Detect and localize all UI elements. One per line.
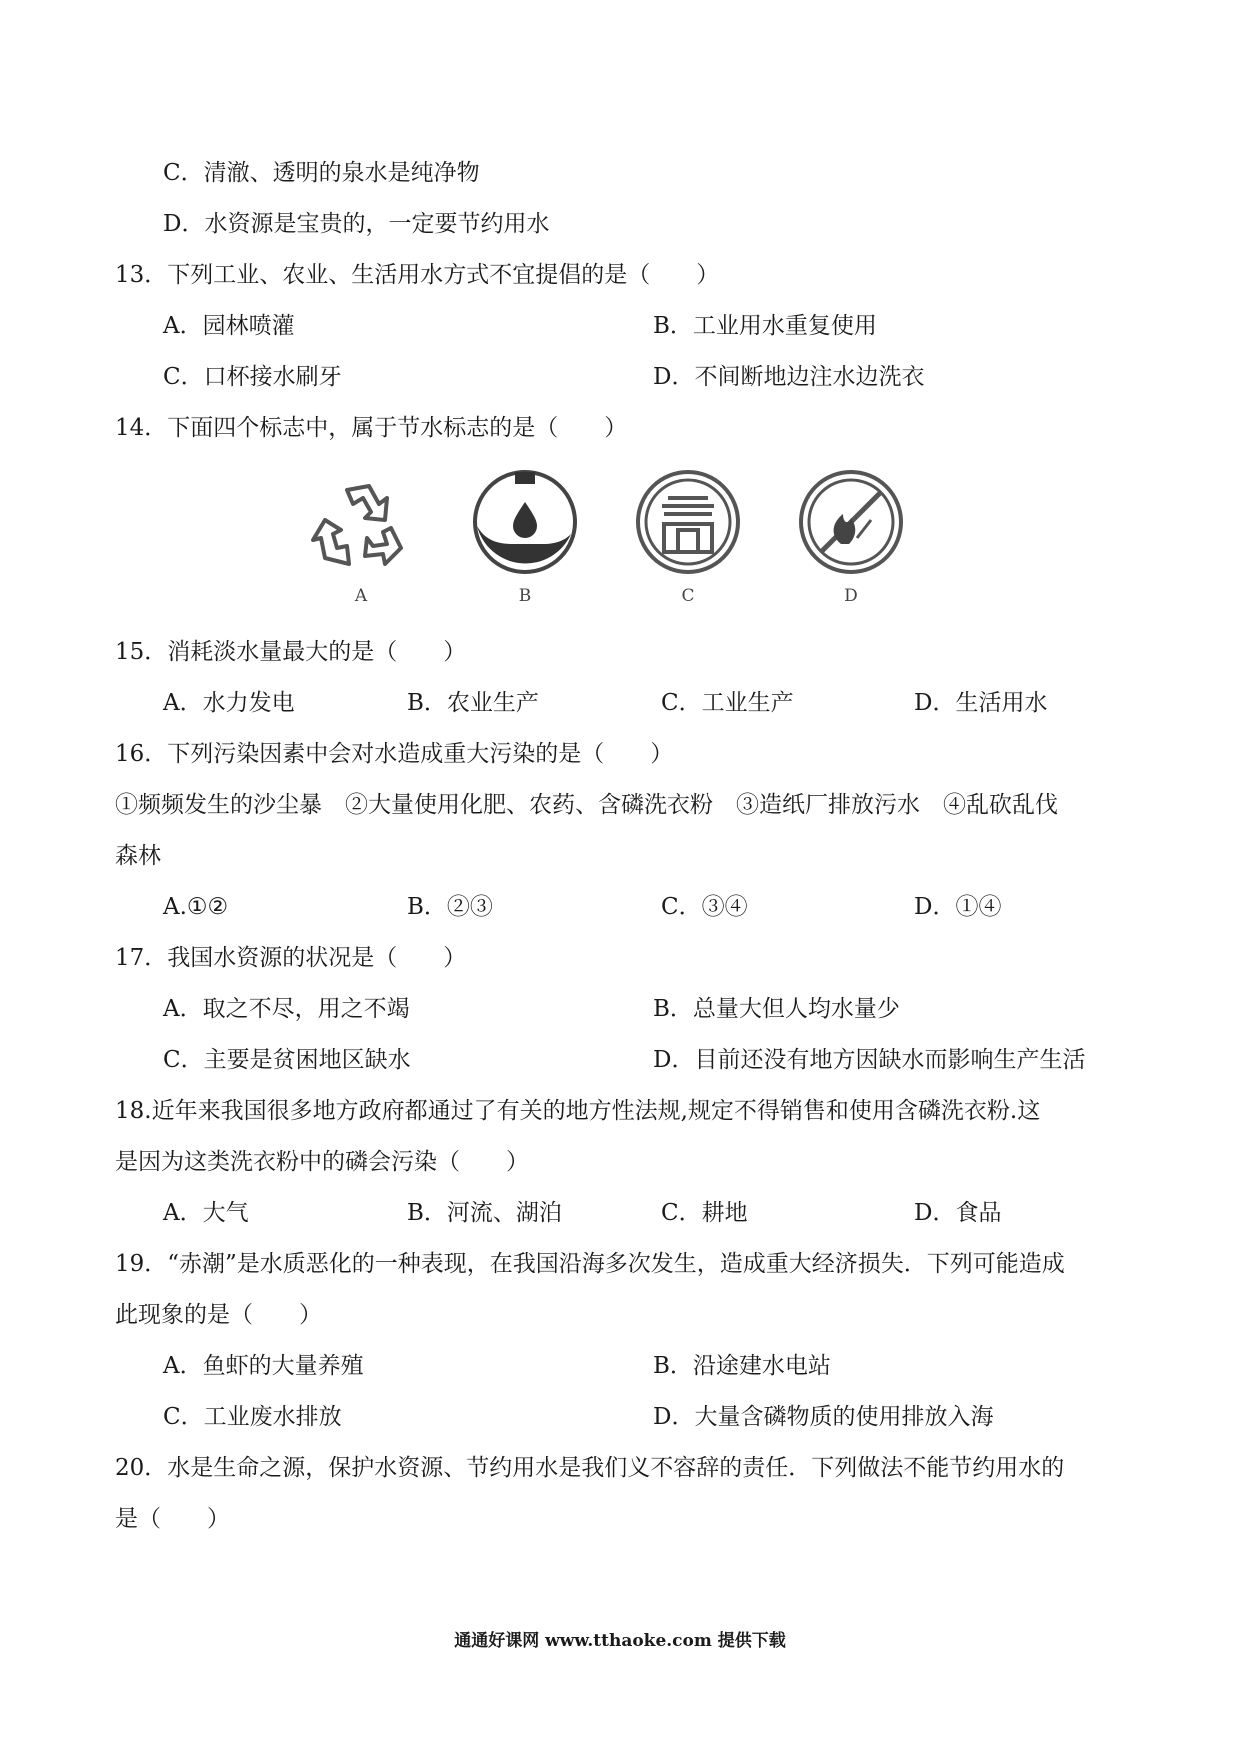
q16-detail-line2: 森林 xyxy=(115,843,161,869)
q12-option-c: C．清澈、透明的泉水是纯净物 xyxy=(163,160,480,186)
logo-d-label: D xyxy=(844,586,858,606)
q19-stem-line1: 19．“赤潮”是水质恶化的一种表现，在我国沿海多次发生，造成重大经济损失．下列可能造成 xyxy=(115,1251,1065,1277)
logo-b xyxy=(471,468,579,608)
q13-option-a: A．园林喷灌 xyxy=(163,313,295,339)
q17-option-b: B．总量大但人均水量少 xyxy=(653,996,900,1022)
q15-option-a: A．水力发电 xyxy=(163,690,295,716)
q19-option-d: D．大量含磷物质的使用排放入海 xyxy=(653,1404,994,1430)
q19-option-c: C．工业废水排放 xyxy=(163,1404,342,1430)
q18-stem-line1: 18.近年来我国很多地方政府都通过了有关的地方性法规,规定不得销售和使用含磷洗衣粉.这 xyxy=(115,1098,1041,1124)
q17-option-a: A．取之不尽，用之不竭 xyxy=(163,996,410,1022)
q18-option-b: B．河流、湖泊 xyxy=(407,1200,562,1226)
q16-option-c: C．③④ xyxy=(661,894,748,920)
q13-option-b: B．工业用水重复使用 xyxy=(653,313,877,339)
q18-stem-line2: 是因为这类洗衣粉中的磷会污染（ ） xyxy=(115,1149,529,1175)
logo-a xyxy=(307,468,415,608)
q15-option-b: B．农业生产 xyxy=(407,690,539,716)
water-drop-hand-icon xyxy=(471,468,579,576)
q13-option-d: D．不间断地边注水边洗衣 xyxy=(653,364,925,390)
q19-option-b: B．沿途建水电站 xyxy=(653,1353,831,1379)
q13-option-c: C．口杯接水刷牙 xyxy=(163,364,342,390)
q15-stem: 15．消耗淡水量最大的是（ ） xyxy=(115,639,467,665)
q20-stem-line2: 是（ ） xyxy=(115,1506,230,1532)
q18-option-c: C．耕地 xyxy=(661,1200,748,1226)
q15-option-d: D．生活用水 xyxy=(914,690,1048,716)
q15-option-c: C．工业生产 xyxy=(661,690,794,716)
q16-detail-line1: ①频频发生的沙尘暴 ②大量使用化肥、农药、含磷洗衣粉 ③造纸厂排放污水 ④乱砍乱伐 xyxy=(115,792,1058,818)
logo-a-label: A xyxy=(354,586,368,606)
q12-option-d: D．水资源是宝贵的，一定要节约用水 xyxy=(163,211,550,237)
q17-option-c: C．主要是贫困地区缺水 xyxy=(163,1047,411,1073)
q18-option-a: A．大气 xyxy=(163,1200,249,1226)
q16-stem: 16．下列污染因素中会对水造成重大污染的是（ ） xyxy=(115,741,674,767)
logo-c xyxy=(634,468,742,608)
q18-option-d: D．食品 xyxy=(914,1200,1002,1226)
q19-stem-line2: 此现象的是（ ） xyxy=(115,1302,322,1328)
q16-option-d: D．①④ xyxy=(914,894,1002,920)
footer-download-note: 通通好课网 www.tthaoke.com 提供下载 xyxy=(454,1631,786,1651)
logo-c-label: C xyxy=(681,586,695,606)
no-fire-icon xyxy=(797,468,905,576)
q13-stem: 13．下列工业、农业、生活用水方式不宜提倡的是（ ） xyxy=(115,262,720,288)
q16-option-b: B．②③ xyxy=(407,894,493,920)
building-emblem-icon xyxy=(634,468,742,576)
q17-stem: 17．我国水资源的状况是（ ） xyxy=(115,945,467,971)
q19-option-a: A．鱼虾的大量养殖 xyxy=(163,1353,364,1379)
q14-stem: 14．下面四个标志中，属于节水标志的是（ ） xyxy=(115,415,628,441)
logo-d xyxy=(797,468,905,608)
logo-b-label: B xyxy=(518,586,532,606)
q20-stem-line1: 20．水是生命之源，保护水资源、节约用水是我们义不容辞的责任．下列做法不能节约用水的 xyxy=(115,1455,1065,1481)
q16-option-a: A.①② xyxy=(163,894,229,920)
recycle-icon xyxy=(307,468,415,576)
q17-option-d: D．目前还没有地方因缺水而影响生产生活 xyxy=(653,1047,1086,1073)
